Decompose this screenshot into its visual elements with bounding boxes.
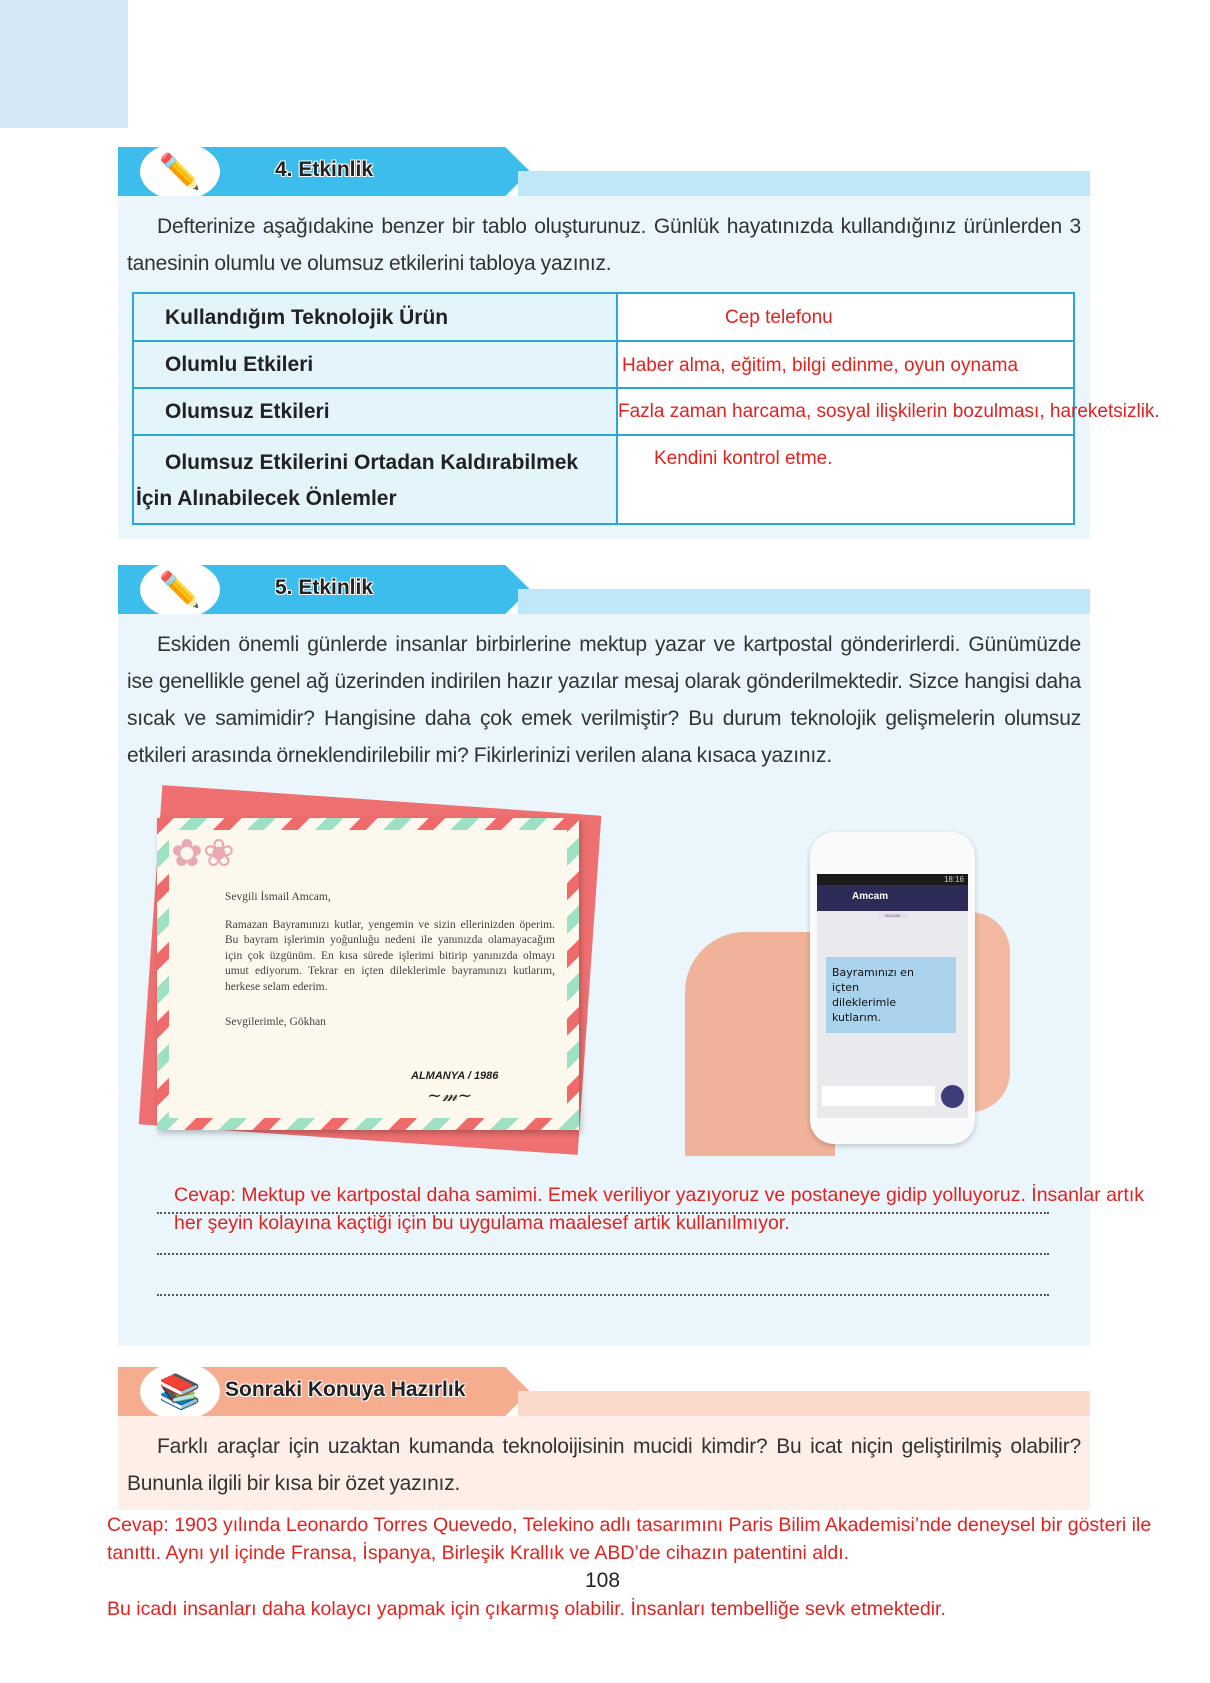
answer-line bbox=[157, 1253, 1049, 1255]
pencil-icon: ✏️ bbox=[140, 561, 220, 618]
activity5-title: 5. Etkinlik bbox=[274, 576, 374, 599]
activity5-panel bbox=[118, 614, 1145, 1346]
activity5-question: Eskiden önemli günlerde insanlar birbirlerine mektup yazar ve kartpostal gönderirlerdi. Günümüzde ise genellikle genel ağ üzerinden indirilen hazır yazılar mesaj olarak gönderilmektedir. Sizce hangisi daha sıcak ve samimidir? Hangisine daha çok emek verilmiştir? Bu durum teknolojik gelişmelerin olumsuz etkileri arasında örneklendirilebilir mi? Fikirlerinizi verilen alana kısaca yazınız. bbox=[127, 633, 1081, 767]
table-row: Olumsuz Etkilerini Ortadan Kaldırabilmek İçin Alınabilecek Önlemler Kendini kontrol etme. bbox=[133, 435, 1074, 524]
next-topic-answer-line2: tanıttı. Aynı yıl içinde Fransa, İspanya, Birleşik Krallık ve ABD’de cihazın patentini aldı. bbox=[107, 1542, 850, 1564]
next-topic-answer-line1: Cevap: 1903 yılında Leonardo Torres Quevedo, Telekino adlı tasarımını Paris Bilim Akademisi’nde deneysel bir gösteri ile bbox=[107, 1514, 1152, 1536]
activity4-section bbox=[118, 147, 1160, 539]
next-topic-section bbox=[118, 1367, 1090, 1510]
postcard bbox=[157, 818, 579, 1130]
table-row: Kullandığım Teknolojik Ürün Cep telefonu bbox=[133, 293, 1074, 341]
next-topic-panel bbox=[118, 1416, 1090, 1510]
phone-illustration bbox=[685, 822, 1043, 1156]
phone-date-chip: BUGÜN bbox=[878, 913, 908, 918]
activity4-instructions: Defterinize aşağıdakine benzer bir tablo oluşturunuz. Günlük hayatınızda kullandığınız ürünlerden 3 tanesinin olumlu ve olumsuz etkilerini tabloya yazınız. bbox=[127, 215, 1081, 275]
next-topic-header bbox=[118, 1367, 1090, 1416]
activity5-answer-line2: her şeyin kolayına kaçtiği için bu uygulama maalesef artik kullanılmıyor. bbox=[174, 1212, 790, 1234]
activity5-answer-area bbox=[118, 1182, 1145, 1306]
phone-send-button bbox=[941, 1085, 964, 1108]
next-topic-title: Sonraki Konuya Hazırlık bbox=[225, 1378, 466, 1401]
phone-text-input bbox=[822, 1086, 935, 1106]
pencil-icon: ✏️ bbox=[140, 143, 220, 200]
activity4-panel bbox=[118, 196, 1160, 539]
activity4-title: 4. Etkinlik bbox=[274, 158, 374, 181]
activity4-table bbox=[132, 292, 1160, 525]
activity4-header bbox=[118, 147, 1090, 196]
table-row: Olumlu Etkileri Haber alma, eğitim, bilgi edinme, oyun oynama bbox=[133, 341, 1074, 388]
books-icon: 📚 bbox=[140, 1363, 220, 1420]
phone-contact: Amcam bbox=[817, 885, 968, 911]
page-number: 108 bbox=[585, 1569, 621, 1592]
phone bbox=[810, 832, 975, 1144]
flower-decoration-icon: ✿❀ bbox=[171, 833, 235, 875]
next-topic-answer-line3: Bu icadı insanları daha kolaycı yapmak için çıkarmış olabilir. İnsanları tembelliğe sevk etmektedir. bbox=[107, 1598, 946, 1620]
letter-body: Ramazan Bayramınızı kutlar, yengemin ve sizin ellerinizden öperim. Bu bayram işlerimin yoğunluğu nedeni ile yanınızda olamayacağım için çok üzgünüm. En kısa sürede işlerimi bitirip yanınızda olmayı umut ediyorum. Tekrar en içten dileklerimle bayramınızı kutlarım, herkese selam ederim. bbox=[225, 918, 555, 993]
next-topic-question: Farklı araçlar için uzaktan kumanda teknoloijisinin mucidi kimdir? Bu icat niçin geliştirilmiş olabilir? Bununla ilgili bir kısa bir özet yazınız. bbox=[127, 1435, 1081, 1495]
activity5-section bbox=[118, 565, 1145, 1346]
phone-screen bbox=[817, 874, 968, 1118]
letter-greeting: Sevgili İsmail Amcam, bbox=[225, 891, 331, 903]
signature: ~𝓂~ bbox=[427, 1085, 473, 1106]
activity5-header bbox=[118, 565, 1090, 614]
illustrations bbox=[118, 782, 1090, 1182]
next-topic-answers bbox=[107, 1512, 1207, 1622]
phone-message-bubble: Bayramınızı en içten dileklerimle kutlarım. bbox=[826, 957, 956, 1033]
phone-time: 18:16 bbox=[817, 874, 968, 885]
letter-place-date: ALMANYA / 1986 bbox=[411, 1070, 499, 1082]
table-row: Olumsuz Etkileri Fazla zaman harcama, sosyal ilişkilerin bozulması, hareketsizlik. bbox=[133, 388, 1074, 435]
activity5-answer-line1: Cevap: Mektup ve kartpostal daha samimi. Emek veriliyor yazıyoruz ve postaneye gidip yolluyoruz. İnsanlar artık bbox=[174, 1184, 1145, 1206]
answer-line bbox=[157, 1294, 1049, 1296]
letter-closing: Sevgilerimle, Gökhan bbox=[225, 1016, 326, 1028]
